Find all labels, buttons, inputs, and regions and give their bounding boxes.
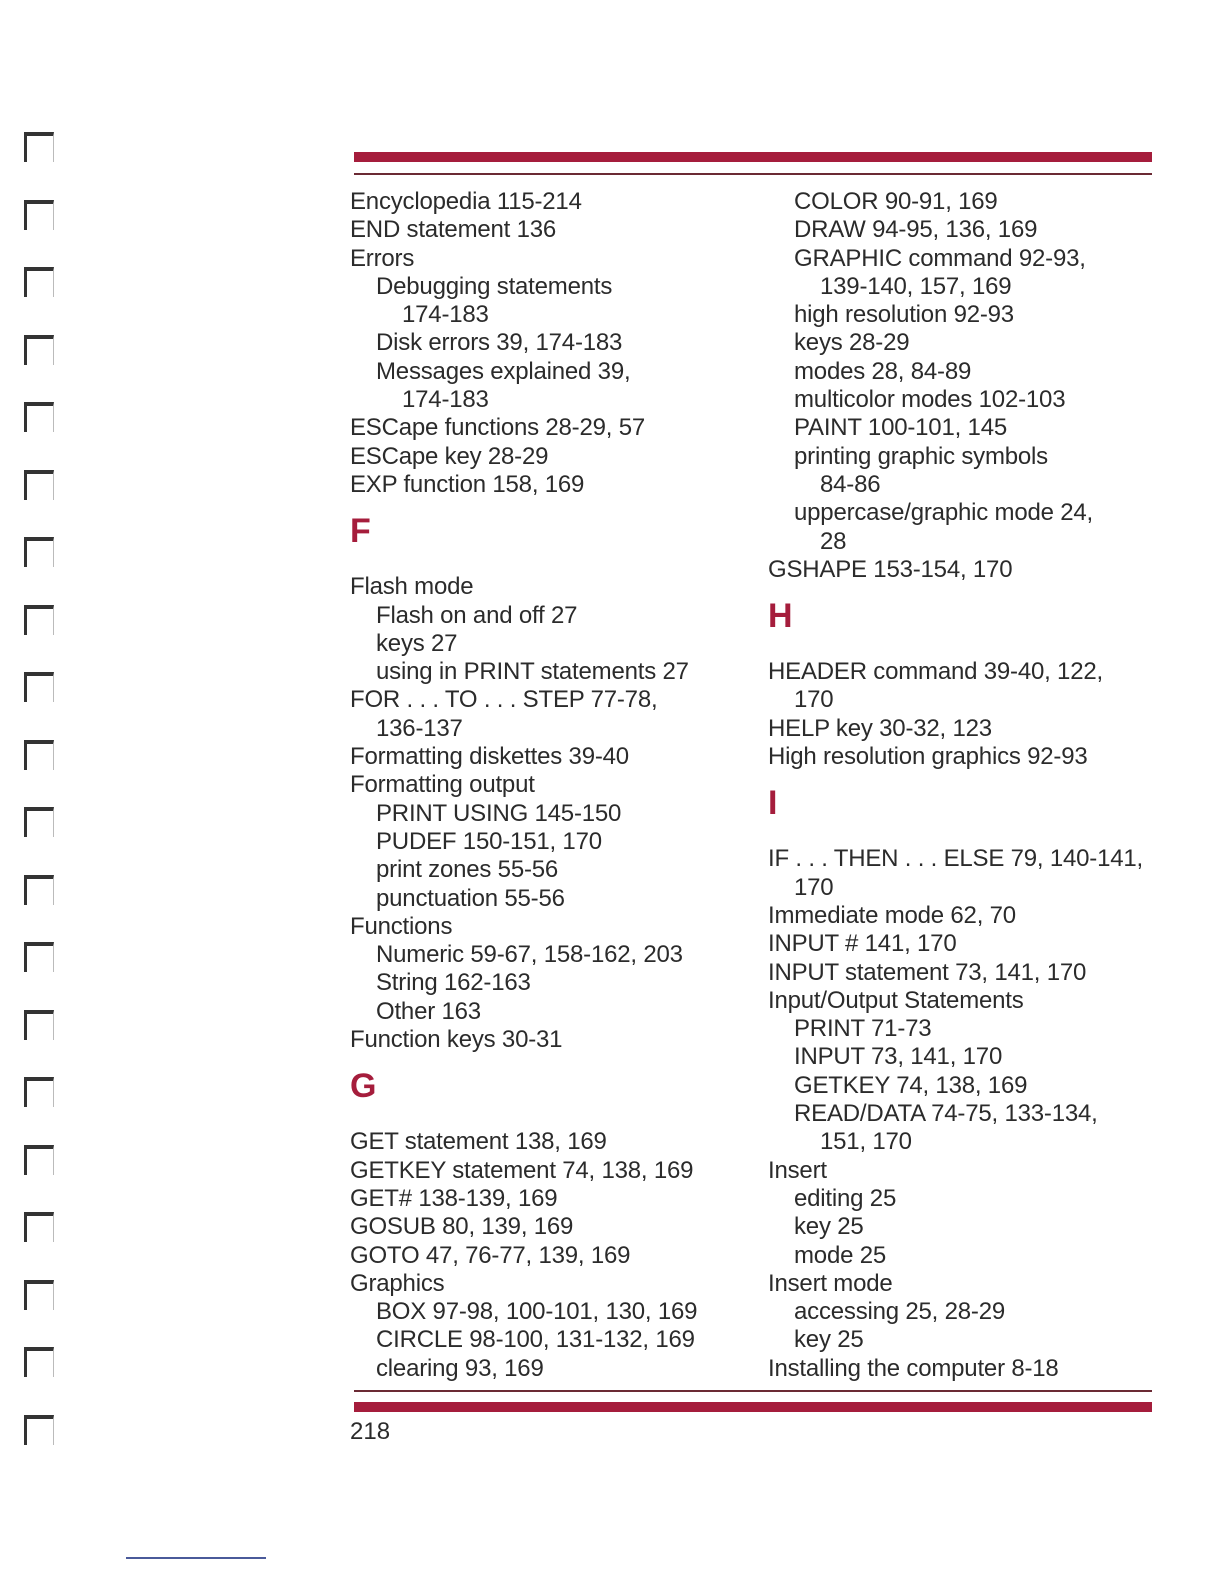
index-entry: Function keys 30-31 bbox=[350, 1026, 563, 1054]
index-subentry: Other 163 bbox=[376, 997, 481, 1025]
index-subentry: modes 28, 84-89 bbox=[794, 357, 972, 385]
binding-ring bbox=[24, 807, 54, 837]
binding-ring bbox=[24, 1077, 54, 1107]
index-subentry: clearing 93, 169 bbox=[376, 1354, 544, 1382]
index-entry: GET# 138-139, 169 bbox=[350, 1184, 558, 1212]
binding-ring bbox=[24, 402, 54, 432]
index-subentry: printing graphic symbols bbox=[794, 442, 1048, 470]
index-entry: GSHAPE 153-154, 170 bbox=[768, 555, 1013, 583]
index-subentry: uppercase/graphic mode 24, bbox=[794, 499, 1093, 527]
index-column-right bbox=[768, 188, 1158, 1383]
index-subentry: Debugging statements bbox=[376, 272, 613, 300]
binding-ring bbox=[24, 1415, 54, 1445]
index-entry: ESCape key 28-29 bbox=[350, 442, 549, 470]
index-subentry: BOX 97-98, 100-101, 130, 169 bbox=[376, 1298, 698, 1326]
index-subentry: multicolor modes 102-103 bbox=[794, 386, 1066, 414]
binding-ring bbox=[24, 672, 54, 702]
binding-ring bbox=[24, 132, 54, 162]
index-subentry: using in PRINT statements 27 bbox=[376, 658, 689, 686]
bottom-footer-bar bbox=[354, 1402, 1152, 1412]
index-subentry: high resolution 92-93 bbox=[794, 301, 1014, 329]
index-subentry: 174-183 bbox=[402, 386, 489, 414]
index-entry: Insert bbox=[768, 1156, 827, 1184]
index-entry: Immediate mode 62, 70 bbox=[768, 901, 1016, 929]
binding-ring bbox=[24, 875, 54, 905]
index-subentry: 84-86 bbox=[820, 470, 881, 498]
index-subentry: 170 bbox=[794, 873, 834, 901]
binding-ring bbox=[24, 537, 54, 567]
index-subentry: keys 27 bbox=[376, 629, 458, 657]
index-entry: Flash mode bbox=[350, 573, 474, 601]
binding-ring bbox=[24, 1347, 54, 1377]
index-subentry: COLOR 90-91, 169 bbox=[794, 188, 998, 215]
index-subentry: mode 25 bbox=[794, 1241, 886, 1269]
index-subentry: Flash on and off 27 bbox=[376, 601, 578, 629]
index-subentry: punctuation 55-56 bbox=[376, 884, 565, 912]
index-column-left bbox=[350, 188, 750, 1383]
binding-ring bbox=[24, 740, 54, 770]
index-entry: Encyclopedia 115-214 bbox=[350, 188, 582, 215]
entry-group-h bbox=[768, 658, 1158, 771]
index-subentry: keys 28-29 bbox=[794, 329, 910, 357]
index-subentry: 174-183 bbox=[402, 301, 489, 329]
index-subentry: key 25 bbox=[794, 1213, 864, 1241]
index-entry: INPUT statement 73, 141, 170 bbox=[768, 958, 1087, 986]
section-letter-f: F bbox=[350, 512, 371, 551]
index-entry: GOSUB 80, 139, 169 bbox=[350, 1213, 574, 1241]
index-entry: Formatting diskettes 39-40 bbox=[350, 743, 629, 771]
index-entry: Insert mode bbox=[768, 1269, 893, 1297]
index-entry: IF . . . THEN . . . ELSE 79, 140-141, bbox=[768, 845, 1143, 873]
bottom-rule bbox=[354, 1390, 1152, 1392]
index-subentry: 136-137 bbox=[376, 714, 463, 742]
section-letter-g: G bbox=[350, 1067, 377, 1106]
entry-group-g bbox=[350, 1128, 750, 1383]
index-subentry: CIRCLE 98-100, 131-132, 169 bbox=[376, 1326, 695, 1354]
index-entry: Errors bbox=[350, 244, 415, 272]
index-subentry: PRINT 71-73 bbox=[794, 1015, 932, 1043]
index-subentry: PRINT USING 145-150 bbox=[376, 799, 622, 827]
index-subentry: editing 25 bbox=[794, 1184, 897, 1212]
index-entry: Installing the computer 8-18 bbox=[768, 1354, 1059, 1382]
index-entry: INPUT # 141, 170 bbox=[768, 930, 957, 958]
binding-ring bbox=[24, 1010, 54, 1040]
section-letter-i: I bbox=[768, 784, 778, 823]
index-subentry: GETKEY 74, 138, 169 bbox=[794, 1071, 1028, 1099]
index-entry: END statement 136 bbox=[350, 216, 557, 244]
binding-ring bbox=[24, 470, 54, 500]
index-subentry: READ/DATA 74-75, 133-134, bbox=[794, 1100, 1098, 1128]
index-entry: Formatting output bbox=[350, 771, 535, 799]
binding-ring bbox=[24, 942, 54, 972]
index-entry: FOR . . . TO . . . STEP 77-78, bbox=[350, 686, 658, 714]
index-entry: HELP key 30-32, 123 bbox=[768, 714, 992, 742]
page-number: 218 bbox=[350, 1418, 391, 1445]
index-entry: GOTO 47, 76-77, 139, 169 bbox=[350, 1241, 631, 1269]
index-entry: ESCape functions 28-29, 57 bbox=[350, 414, 645, 442]
index-subentry: Messages explained 39, bbox=[376, 357, 631, 385]
top-rule bbox=[354, 173, 1152, 175]
section-letter-h: H bbox=[768, 597, 793, 636]
index-subentry: key 25 bbox=[794, 1326, 864, 1354]
index-entry: GET statement 138, 169 bbox=[350, 1128, 607, 1156]
index-subentry: accessing 25, 28-29 bbox=[794, 1298, 1006, 1326]
scan-artifact-line bbox=[126, 1557, 266, 1559]
index-subentry: String 162-163 bbox=[376, 969, 531, 997]
index-entry: GETKEY statement 74, 138, 169 bbox=[350, 1156, 694, 1184]
index-subentry: INPUT 73, 141, 170 bbox=[794, 1043, 1003, 1071]
index-entry: EXP function 158, 169 bbox=[350, 470, 585, 498]
spiral-binding bbox=[24, 0, 64, 1584]
index-subentry: 28 bbox=[820, 527, 847, 555]
index-entry: Functions bbox=[350, 912, 453, 940]
entry-group-g-continued bbox=[768, 188, 1158, 584]
index-subentry: Numeric 59-67, 158-162, 203 bbox=[376, 941, 683, 969]
index-subentry: GRAPHIC command 92-93, bbox=[794, 244, 1086, 272]
binding-ring bbox=[24, 267, 54, 297]
binding-ring bbox=[24, 605, 54, 635]
binding-ring bbox=[24, 1145, 54, 1175]
index-subentry: print zones 55-56 bbox=[376, 856, 559, 884]
index-subentry: 139-140, 157, 169 bbox=[820, 272, 1012, 300]
index-entry: HEADER command 39-40, 122, bbox=[768, 658, 1103, 686]
index-subentry: 151, 170 bbox=[820, 1128, 912, 1156]
index-entry: Graphics bbox=[350, 1269, 445, 1297]
index-subentry: PAINT 100-101, 145 bbox=[794, 414, 1007, 442]
entry-group-f bbox=[350, 573, 750, 1054]
index-subentry: DRAW 94-95, 136, 169 bbox=[794, 216, 1038, 244]
binding-ring bbox=[24, 1280, 54, 1310]
binding-ring bbox=[24, 200, 54, 230]
index-entry: High resolution graphics 92-93 bbox=[768, 743, 1088, 771]
index-subentry: 170 bbox=[794, 686, 834, 714]
index-subentry: Disk errors 39, 174-183 bbox=[376, 329, 623, 357]
index-entry: Input/Output Statements bbox=[768, 986, 1024, 1014]
entry-group-e bbox=[350, 188, 750, 499]
index-subentry: PUDEF 150-151, 170 bbox=[376, 827, 602, 855]
entry-group-i bbox=[768, 845, 1158, 1383]
top-header-bar bbox=[354, 152, 1152, 162]
binding-ring bbox=[24, 1212, 54, 1242]
binding-ring bbox=[24, 335, 54, 365]
